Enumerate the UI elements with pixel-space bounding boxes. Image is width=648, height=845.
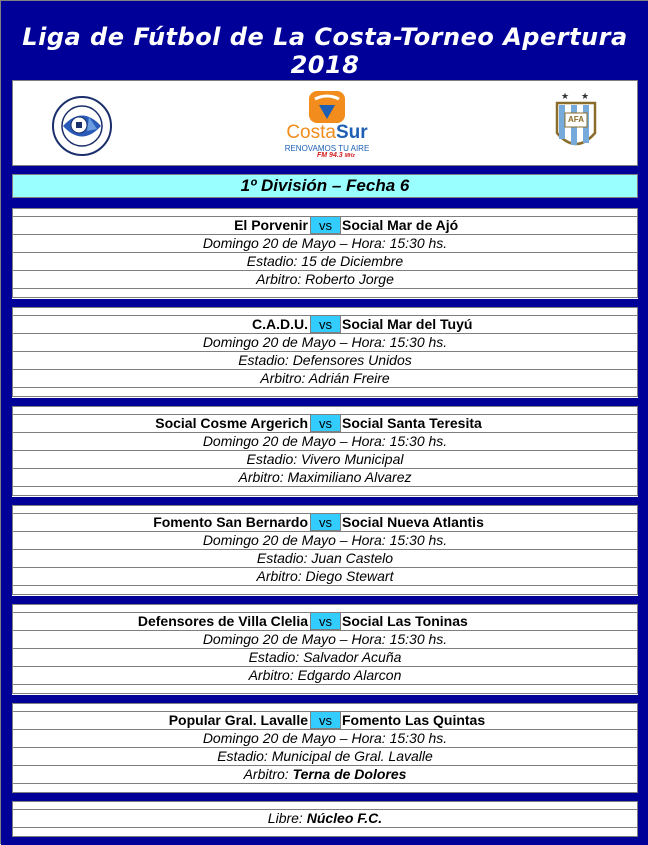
match-block: [12, 208, 638, 299]
vs-badge: vs: [310, 513, 341, 531]
referee-name: Edgardo Alarcon: [297, 667, 402, 683]
match-date: Domingo 20 de Mayo – Hora: 15:30 hs.: [12, 730, 638, 748]
match-stadium: Estadio: Municipal de Gral. Lavalle: [12, 748, 638, 766]
home-team: Popular Gral. Lavalle: [168, 712, 308, 728]
match-stadium: Estadio: Vivero Municipal: [12, 451, 638, 469]
match-row: [12, 217, 638, 235]
referee-name: Roberto Jorge: [305, 271, 394, 287]
vs-badge: vs: [310, 216, 341, 234]
away-team: Social Las Toninas: [342, 613, 468, 629]
svg-text:★: ★: [561, 92, 570, 102]
brand-frequency: FM 94.3: [317, 152, 343, 159]
vs-badge: vs: [310, 414, 341, 432]
division-header: 1º División – Fecha 6: [12, 174, 638, 198]
home-team: C.A.D.U.: [252, 316, 308, 332]
away-team: Social Santa Teresita: [342, 415, 482, 431]
referee-name: Diego Stewart: [305, 568, 394, 584]
separator: [12, 793, 638, 801]
separator: [12, 695, 638, 703]
bye-block: [12, 801, 638, 837]
brand-tagline: RENOVAMOS TU AIRE: [284, 144, 370, 153]
spacer-row: [12, 487, 638, 496]
spacer-row: [12, 685, 638, 694]
bye-team: Núcleo F.C.: [306, 810, 383, 826]
spacer-row: [12, 586, 638, 595]
match-date: Domingo 20 de Mayo – Hora: 15:30 hs.: [12, 631, 638, 649]
referee-label: Arbitro:: [256, 271, 306, 287]
bye-label: Libre:: [267, 810, 307, 826]
match-referee-row: [12, 370, 638, 388]
match-block: [12, 307, 638, 398]
bye-row: [12, 810, 638, 828]
referee-label: Arbitro:: [256, 568, 306, 584]
referee-name: Adrián Freire: [308, 370, 390, 386]
referee-label: Arbitro:: [260, 370, 309, 386]
brand-costa: Costa: [286, 122, 336, 143]
referee-label: Arbitro:: [243, 766, 293, 782]
match-block: [12, 406, 638, 497]
vs-badge: vs: [310, 711, 341, 729]
match-date: Domingo 20 de Mayo – Hora: 15:30 hs.: [12, 532, 638, 550]
page-title: Liga de Fútbol de La Costa-Torneo Apertura 2018: [22, 23, 628, 79]
away-team: Social Mar de Ajó: [342, 217, 459, 233]
match-stadium: Estadio: Defensores Unidos: [12, 352, 638, 370]
match-date: Domingo 20 de Mayo – Hora: 15:30 hs.: [12, 334, 638, 352]
separator: [12, 299, 638, 307]
match-row: [12, 613, 638, 631]
away-team: Social Nueva Atlantis: [342, 514, 484, 530]
away-team: Fomento Las Quintas: [342, 712, 486, 728]
match-stadium: Estadio: 15 de Diciembre: [12, 253, 638, 271]
spacer-row: [12, 388, 638, 397]
away-team: Social Mar del Tuyú: [342, 316, 473, 332]
afa-logo: [551, 89, 601, 157]
spacer-row: [12, 289, 638, 298]
referee-label: Arbitro:: [238, 469, 288, 485]
separator: [12, 398, 638, 406]
match-stadium: Estadio: Juan Castelo: [12, 550, 638, 568]
match-stadium: Estadio: Salvador Acuña: [12, 649, 638, 667]
league-logo: [49, 95, 119, 157]
home-team: Social Cosme Argerich: [155, 415, 308, 431]
match-row: [12, 712, 638, 730]
spacer-row: [12, 801, 638, 810]
home-team: Defensores de Villa Clelia: [137, 613, 308, 629]
match-referee-row: [12, 568, 638, 586]
referee-label: Arbitro:: [248, 667, 298, 683]
match-referee-row: [12, 766, 638, 784]
home-team: Fomento San Bernardo: [153, 514, 308, 530]
costasur-logo: [277, 89, 377, 161]
match-row: [12, 316, 638, 334]
match-row: [12, 415, 638, 433]
svg-text:★: ★: [581, 92, 590, 102]
logo-strip: [12, 80, 638, 166]
left-border: [1, 80, 12, 845]
separator: [12, 198, 638, 208]
separator: [12, 166, 638, 174]
match-referee-row: [12, 469, 638, 487]
referee-name: Maximiliano Alvarez: [287, 469, 412, 485]
separator: [12, 596, 638, 604]
brand-sur: Sur: [335, 122, 368, 143]
afa-letters: AFA: [568, 115, 584, 124]
right-border: [638, 80, 648, 845]
match-referee-row: [12, 667, 638, 685]
title-band: [1, 1, 648, 80]
match-block: [12, 505, 638, 596]
brand-frequency-unit: MHz: [344, 153, 355, 159]
home-team: El Porvenir: [234, 217, 308, 233]
match-date: Domingo 20 de Mayo – Hora: 15:30 hs.: [12, 235, 638, 253]
match-block: [12, 604, 638, 695]
referee-name: Terna de Dolores: [292, 766, 407, 782]
match-referee-row: [12, 271, 638, 289]
spacer-row: [12, 784, 638, 793]
vs-badge: vs: [310, 315, 341, 333]
spacer-row: [12, 828, 638, 837]
match-date: Domingo 20 de Mayo – Hora: 15:30 hs.: [12, 433, 638, 451]
vs-badge: vs: [310, 612, 341, 630]
match-row: [12, 514, 638, 532]
separator: [12, 497, 638, 505]
match-block: [12, 703, 638, 794]
